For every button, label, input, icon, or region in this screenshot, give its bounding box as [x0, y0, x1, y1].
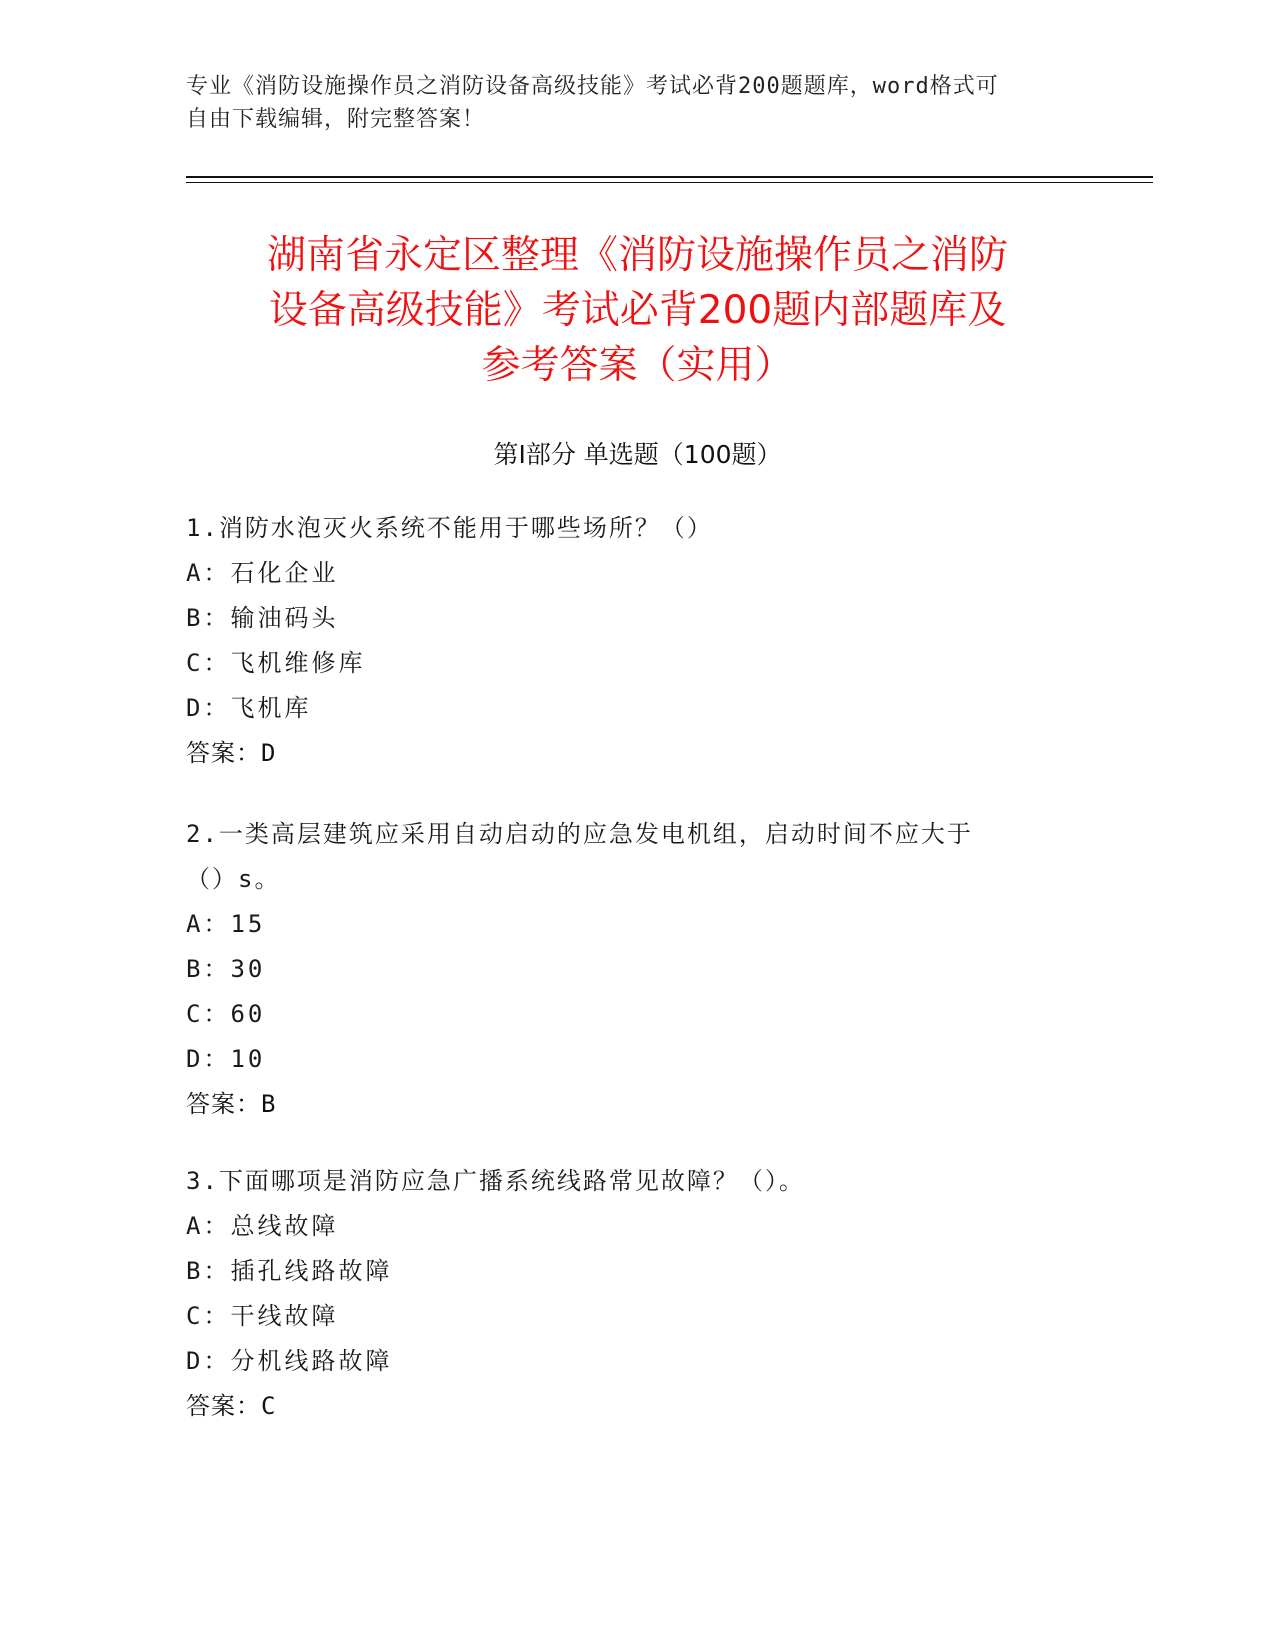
question-3: [186, 1159, 1066, 1429]
intro-paragraph: [186, 70, 1066, 136]
option-a: A：15: [186, 910, 266, 938]
intro-line-1: 专业《消防设施操作员之消防设备高级技能》考试必背200题题库，word格式可: [186, 74, 999, 99]
answer-label: 答案：: [186, 1392, 261, 1420]
document-title: [186, 228, 1089, 393]
answer-line: [186, 731, 1066, 776]
option-b: B：插孔线路故障: [186, 1257, 393, 1285]
header-divider-thick: [186, 176, 1153, 178]
section-heading: 第Ⅰ部分 单选题（100题）: [493, 440, 782, 469]
option-d: D：分机线路故障: [186, 1347, 393, 1375]
header-divider-thin: [186, 182, 1153, 183]
intro-line-2: 自由下载编辑，附完整答案！: [186, 107, 486, 132]
title-line-2: 设备高级技能》考试必背200题内部题库及: [268, 288, 1007, 333]
option-a: A：总线故障: [186, 1212, 339, 1240]
title-line-1: 湖南省永定区整理《消防设施操作员之消防: [266, 233, 1008, 278]
option-a: A：石化企业: [186, 559, 339, 587]
option-b: B：30: [186, 955, 266, 983]
question-stem: 1.消防水泡灭火系统不能用于哪些场所？（）: [186, 514, 713, 542]
answer-value: C: [261, 1392, 276, 1420]
answer-line: [186, 1384, 1066, 1429]
question-stem: 3.下面哪项是消防应急广播系统线路常见故障？（）。: [186, 1167, 805, 1195]
answer-value: D: [261, 739, 276, 767]
answer-line: [186, 1082, 1066, 1127]
title-line-3: 参考答案（实用）: [481, 343, 794, 388]
answer-label: 答案：: [186, 739, 261, 767]
option-d: D：飞机库: [186, 694, 312, 722]
option-c: C：飞机维修库: [186, 649, 366, 677]
option-c: C：干线故障: [186, 1302, 339, 1330]
option-c: C：60: [186, 1000, 266, 1028]
option-d: D：10: [186, 1045, 266, 1073]
question-1: [186, 506, 1066, 776]
question-2: [186, 812, 1066, 1127]
question-stem-continued: （）s。: [186, 865, 281, 893]
answer-label: 答案：: [186, 1090, 261, 1118]
answer-value: B: [261, 1090, 276, 1118]
option-b: B：输油码头: [186, 604, 339, 632]
question-stem: 2.一类高层建筑应采用自动启动的应急发电机组，启动时间不应大于: [186, 820, 973, 848]
